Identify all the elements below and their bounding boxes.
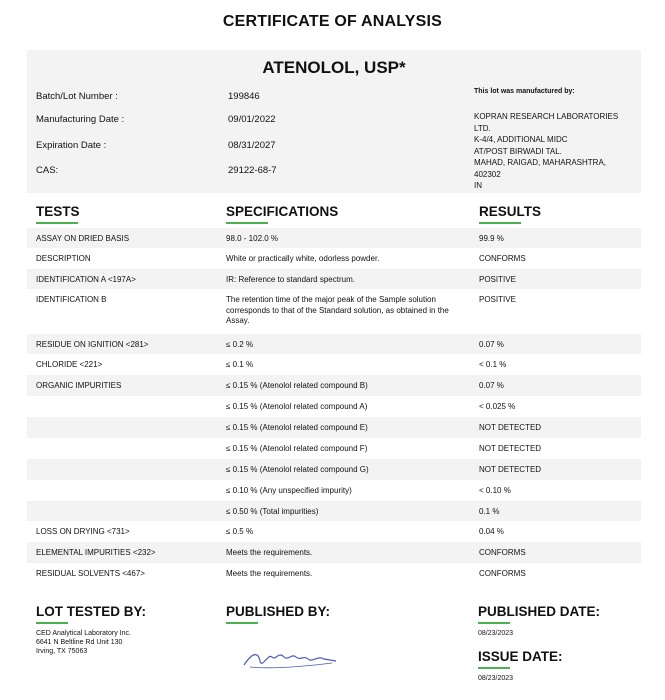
heading-underline: [478, 622, 510, 624]
table-row: [27, 228, 641, 248]
specification: ≤ 0.15 % (Atenolol related compound G): [226, 465, 369, 474]
cas-label: CAS:: [36, 165, 59, 176]
specification: ≤ 0.10 % (Any unspecified impurity): [226, 486, 352, 495]
result: 0.04 %: [479, 527, 504, 536]
table-row: [27, 501, 641, 521]
result: 0.07 %: [479, 340, 504, 349]
test-name: RESIDUAL SOLVENTS <467>: [36, 569, 145, 578]
test-name: RESIDUE ON IGNITION <281>: [36, 340, 149, 349]
specification: ≤ 0.1 %: [226, 360, 254, 369]
published-date-text: PUBLISHED DATE:: [478, 604, 601, 619]
issue-date-value: 08/23/2023: [478, 675, 514, 682]
document-title: CERTIFICATE OF ANALYSIS: [222, 13, 443, 30]
test-name: ASSAY ON DRIED BASIS: [36, 234, 130, 243]
published-date-value: 08/23/2023: [478, 630, 514, 637]
testing-lab-line: Irving, TX 75063: [36, 648, 88, 655]
result: 0.1 %: [479, 507, 500, 516]
table-row: [27, 563, 641, 584]
manufacturer-line: 402302: [474, 169, 501, 179]
specification: White or practically white, odorless powder.: [226, 254, 380, 263]
header-underline: [36, 222, 78, 224]
manufacturing-date-value: 09/01/2022: [228, 114, 276, 125]
tests-column-header: [36, 204, 80, 219]
expiration-date-label: Expiration Date :: [36, 140, 107, 151]
published-by-heading: [226, 604, 330, 619]
table-row: [27, 480, 641, 501]
test-name: ORGANIC IMPURITIES: [36, 381, 122, 390]
tests-header-text: TESTS: [36, 204, 80, 219]
results-header-text: RESULTS: [479, 204, 542, 219]
table-row: [27, 438, 641, 459]
result: < 0.10 %: [479, 486, 511, 495]
table-row: [27, 417, 641, 438]
expiration-date-value: 08/31/2027: [228, 140, 276, 151]
result: POSITIVE: [479, 295, 516, 304]
specification: ≤ 0.15 % (Atenolol related compound A): [226, 402, 368, 411]
specification: ≤ 0.50 % (Total impurities): [226, 507, 319, 516]
manufacturer-line: IN: [474, 181, 482, 190]
specification: The retention time of the major peak of the Sample solution corresponds to that of the Standard solution, as obtained in the Assay.: [226, 295, 449, 325]
results-column-header: [479, 204, 541, 219]
specification: Meets the requirements.: [226, 569, 313, 578]
manufacturer-address: [474, 111, 634, 192]
test-name: LOSS ON DRYING <731>: [36, 527, 130, 536]
table-row: [27, 248, 641, 269]
testing-lab-line: CED Analytical Laboratory Inc.: [36, 630, 131, 637]
test-name: IDENTIFICATION A <197A>: [36, 275, 136, 284]
specification: IR: Reference to standard spectrum.: [226, 275, 355, 284]
specification: ≤ 0.15 % (Atenolol related compound B): [226, 381, 368, 390]
manufacturer-line: AT/POST BIRWADI TAL.: [474, 146, 562, 156]
specification: 98.0 - 102.0 %: [226, 234, 279, 243]
manufacturer-heading: This lot was manufactured by:: [474, 88, 575, 95]
table-row: [27, 542, 641, 563]
test-name: IDENTIFICATION B: [36, 295, 107, 304]
heading-underline: [478, 667, 510, 669]
result: < 0.1 %: [479, 360, 507, 369]
table-row: [27, 375, 641, 396]
table-row: [27, 459, 641, 480]
manufacturer-line: KOPRAN RESEARCH LABORATORIES: [474, 112, 619, 121]
header-underline: [479, 222, 521, 224]
specification: ≤ 0.15 % (Atenolol related compound F): [226, 444, 368, 453]
result: NOT DETECTED: [479, 423, 542, 432]
table-row: [27, 289, 641, 334]
manufacturer-line: K-4/4, ADDITIONAL MIDC: [474, 135, 568, 144]
specification: ≤ 0.15 % (Atenolol related compound E): [226, 423, 368, 432]
signature-stroke: [244, 655, 336, 665]
result: 0.07 %: [479, 381, 504, 390]
testing-lab-line: 6641 N Beltline Rd Unit 130: [36, 639, 123, 646]
batch-lot-value: 199846: [228, 91, 260, 102]
heading-underline: [36, 622, 68, 624]
result: < 0.025 %: [479, 402, 516, 411]
published-date-heading: [478, 604, 600, 619]
table-row: [27, 521, 641, 542]
heading-underline: [226, 622, 258, 624]
specifications-header-text: SPECIFICATIONS: [226, 204, 339, 219]
cas-value: 29122-68-7: [228, 165, 277, 176]
issue-date-text: ISSUE DATE:: [478, 649, 563, 664]
test-name: ELEMENTAL IMPURITIES <232>: [36, 548, 156, 557]
specifications-column-header: [226, 204, 338, 219]
test-name: DESCRIPTION: [36, 254, 91, 263]
result: NOT DETECTED: [479, 465, 542, 474]
issue-date-heading: [478, 649, 563, 664]
lot-tested-by-heading: [36, 604, 146, 619]
manufacturer-line: MAHAD, RAIGAD, MAHARASHTRA,: [474, 158, 607, 167]
table-row: [27, 354, 641, 375]
result: CONFORMS: [479, 569, 526, 578]
result: POSITIVE: [479, 275, 516, 284]
result: 99.9 %: [479, 234, 504, 243]
manufacturer-line: LTD.: [474, 123, 491, 133]
signature-image: [240, 643, 340, 675]
test-name: CHLORIDE <221>: [36, 360, 103, 369]
table-row: [27, 396, 641, 417]
published-by-text: PUBLISHED BY:: [226, 604, 331, 619]
specification: Meets the requirements.: [226, 548, 313, 557]
product-name: ATENOLOL, USP*: [262, 58, 406, 77]
result: NOT DETECTED: [479, 444, 542, 453]
table-row: [27, 334, 641, 354]
table-row: [27, 269, 641, 289]
result: CONFORMS: [479, 548, 526, 557]
lot-tested-by-text: LOT TESTED BY:: [36, 604, 146, 619]
product-header-box: [27, 50, 641, 193]
testing-lab-address: [36, 629, 131, 656]
result: CONFORMS: [479, 254, 526, 263]
specification: ≤ 0.5 %: [226, 527, 254, 536]
batch-lot-label: Batch/Lot Number :: [36, 91, 118, 102]
specification: ≤ 0.2 %: [226, 340, 254, 349]
manufacturing-date-label: Manufacturing Date :: [36, 114, 125, 125]
header-underline: [226, 222, 268, 224]
